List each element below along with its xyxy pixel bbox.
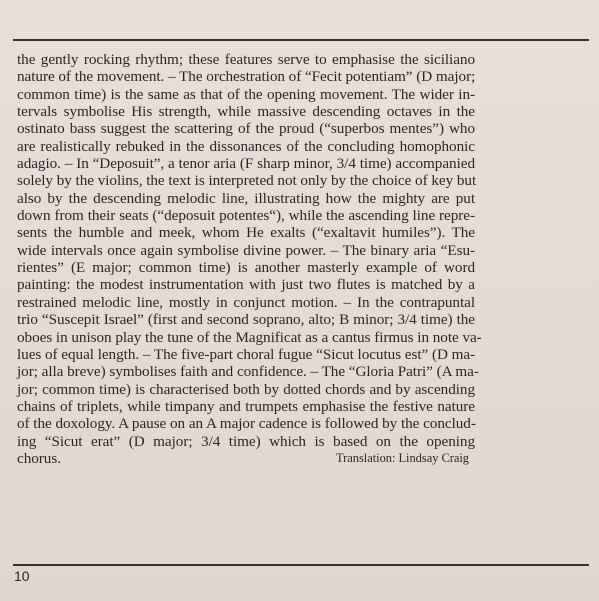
top-rule <box>13 39 589 41</box>
bottom-rule <box>13 564 589 566</box>
text-line: lues of equal length. – The five-part choral fugue “Sicut locutus est” (D ma- <box>17 345 476 363</box>
body-text <box>17 51 482 467</box>
text-line: ostinato bass suggest the scattering of the proud (“superbos mentes”) who <box>17 120 475 138</box>
text-line: are realistically rebuked in the dissonances of the concluding homophonic <box>17 137 475 155</box>
text-line: nature of the movement. – The orchestration of “Fecit potentiam” (D major; <box>17 68 476 86</box>
text-line: oboes in unison play the tune of the Magnificat as a cantus firmus in note va- <box>17 328 482 346</box>
translation-credit: Translation: Lindsay Craig <box>336 450 469 465</box>
text-line: down from their seats (“deposuit potentes“), while the ascending line repre- <box>17 207 475 225</box>
text-line: wide intervals once again symbolise divine power. – The binary aria “Esu- <box>17 241 475 259</box>
text-line: common time) is the same as that of the opening movement. The wider in- <box>17 85 475 103</box>
text-line: sents the humble and meek, whom He exalts (“exaltavit humiles”). The <box>17 224 475 242</box>
text-line: jor; common time) is characterised both by dotted chords and by ascending <box>17 380 475 398</box>
text-line: chorus. <box>17 449 61 467</box>
text-line: jor; alla breve) symbolises faith and confidence. – The “Gloria Patri” (A ma- <box>17 363 479 381</box>
text-line: adagio. – In “Deposuit”, a tenor aria (F sharp minor, 3/4 time) accompanied <box>17 155 475 173</box>
text-line: solely by the violins, the text is interpreted not only by the choice of key but <box>17 172 477 190</box>
text-line: chains of triplets, while timpany and trumpets emphasise the festive nature <box>17 397 475 415</box>
text-line: tervals symbolise His strength, while massive descending octaves in the <box>17 103 475 121</box>
text-line: trio “Suscepit Israel” (first and second soprano, alto; B minor; 3/4 time) the <box>17 311 475 329</box>
text-line: also by the descending melodic line, illustrating how the mighty are put <box>17 189 475 207</box>
text-line: ing “Sicut erat” (D major; 3/4 time) which is based on the opening <box>17 432 475 450</box>
text-line: painting: the modest instrumentation with just two flutes is matched by a <box>17 276 475 294</box>
text-line: rientes” (E major; common time) is another masterly example of word <box>17 259 475 277</box>
text-line: of the doxology. A pause on an A major cadence is followed by the conclud- <box>17 415 476 433</box>
text-line: the gently rocking rhythm; these features serve to emphasise the siciliano <box>17 51 475 68</box>
final-line <box>17 450 475 467</box>
page-number: 10 <box>14 568 30 584</box>
text-line: restrained melodic line, mostly in conjunct motion. – In the contrapuntal <box>17 293 475 311</box>
